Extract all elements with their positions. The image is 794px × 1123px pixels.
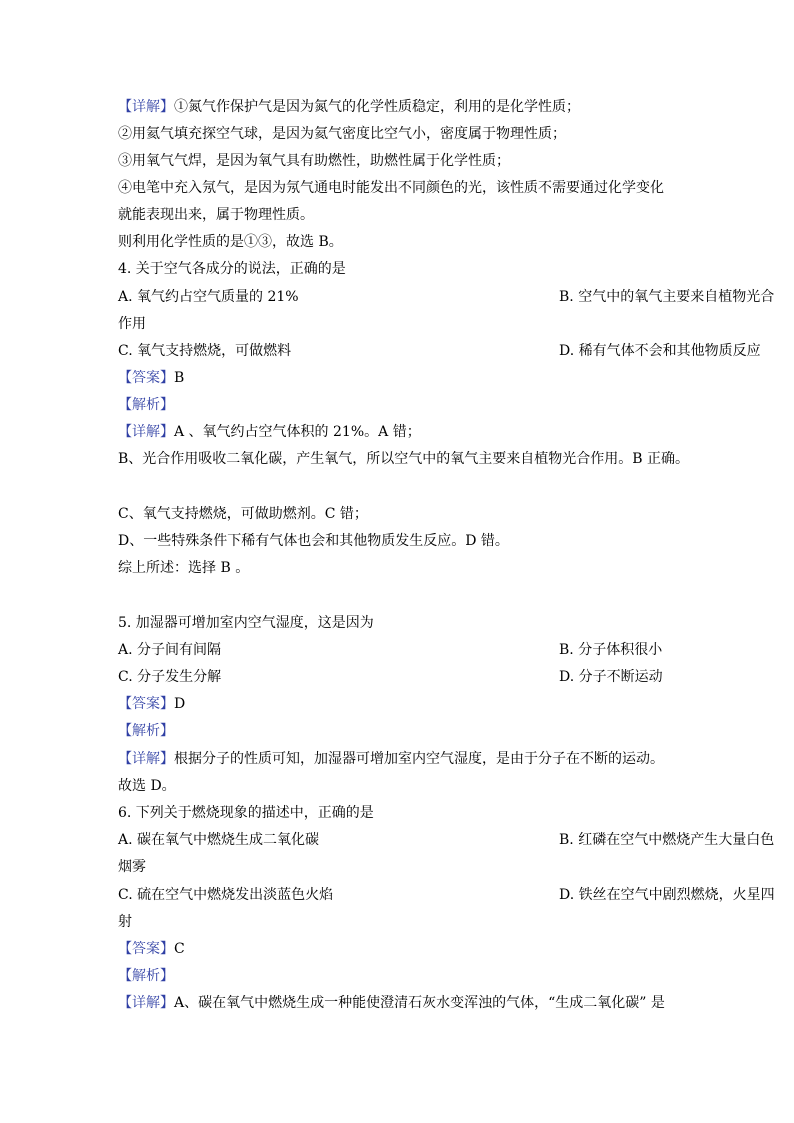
detail-line: ②用氦气填充探空气球，是因为氦气密度比空气小，密度属于物理性质； bbox=[118, 126, 566, 142]
analysis-label: 【解析】 bbox=[118, 397, 174, 413]
answer-value: B bbox=[174, 370, 185, 386]
option-row bbox=[118, 886, 775, 904]
detail-line: C、氧气支持燃烧，可做助燃剂。C 错； bbox=[118, 506, 368, 522]
detail-line bbox=[118, 994, 678, 1012]
answer-tag: 【答案】 bbox=[118, 941, 174, 957]
option-a: A. 分子间有间隔 bbox=[118, 642, 222, 658]
analysis-label: 【解析】 bbox=[118, 723, 174, 739]
option-row bbox=[118, 288, 775, 306]
option-c: C. 硫在空气中燃烧发出淡蓝色火焰 bbox=[118, 887, 334, 903]
detail-line: ③用氧气气焊，是因为氧气具有助燃性，助燃性属于化学性质； bbox=[118, 153, 510, 169]
option-c: C. 分子发生分解 bbox=[118, 669, 222, 685]
detail-line bbox=[118, 98, 678, 116]
detail-text: ①氮气作保护气是因为氮气的化学性质稳定，利用的是化学性质； bbox=[174, 99, 580, 115]
option-b-continued: 作用 bbox=[118, 316, 146, 332]
question-stem: 5. 加湿器可增加室内空气湿度，这是因为 bbox=[118, 615, 374, 631]
detail-line: 故选 D。 bbox=[118, 778, 176, 794]
analysis-tag bbox=[118, 722, 678, 740]
answer-line bbox=[118, 369, 678, 387]
detail-line: 就能表现出来，属于物理性质。 bbox=[118, 207, 314, 223]
option-row bbox=[118, 831, 775, 849]
detail-line: 则利用化学性质的是①③，故选 B。 bbox=[118, 234, 343, 250]
option-d: D. 稀有气体不会和其他物质反应 bbox=[559, 343, 761, 359]
analysis-tag bbox=[118, 396, 678, 414]
option-row bbox=[118, 668, 678, 686]
option-c: C. 氧气支持燃烧，可做燃料 bbox=[118, 343, 292, 359]
answer-line bbox=[118, 695, 678, 713]
answer-line bbox=[118, 940, 678, 958]
answer-tag: 【答案】 bbox=[118, 370, 174, 386]
detail-tag: 【详解】 bbox=[118, 995, 174, 1011]
detail-line bbox=[118, 750, 678, 768]
detail-line: B、光合作用吸收二氧化碳，产生氧气，所以空气中的氧气主要来自植物光合作用。B 正确。 bbox=[118, 451, 690, 467]
option-a: A. 氧气约占空气质量的 21% bbox=[118, 289, 299, 305]
detail-line: ④电笔中充入氖气，是因为氖气通电时能发出不同颜色的光，该性质不需要通过化学变化 bbox=[118, 180, 664, 196]
analysis-label: 【解析】 bbox=[118, 968, 174, 984]
analysis-tag bbox=[118, 967, 678, 985]
detail-text: A 、氧气约占空气体积的 21%。A 错； bbox=[174, 424, 421, 440]
answer-value: D bbox=[174, 696, 186, 712]
option-b-continued: 烟雾 bbox=[118, 859, 146, 875]
option-b: B. 空气中的氧气主要来自植物光合 bbox=[559, 289, 775, 305]
option-row bbox=[118, 641, 678, 659]
detail-tag: 【详解】 bbox=[118, 99, 174, 115]
option-a: A. 碳在氧气中燃烧生成二氧化碳 bbox=[118, 832, 320, 848]
question-stem: 6. 下列关于燃烧现象的描述中，正确的是 bbox=[118, 805, 374, 821]
detail-line: D、一些特殊条件下稀有气体也会和其他物质发生反应。D 错。 bbox=[118, 533, 509, 549]
detail-tag: 【详解】 bbox=[118, 424, 174, 440]
option-d: D. 铁丝在空气中剧烈燃烧，火星四 bbox=[559, 887, 775, 903]
option-b: B. 分子体积很小 bbox=[559, 642, 663, 658]
answer-value: C bbox=[174, 941, 185, 957]
question-stem: 4. 关于空气各成分的说法，正确的是 bbox=[118, 261, 346, 277]
detail-text: A、碳在氧气中燃烧生成一种能使澄清石灰水变浑浊的气体，“生成二氧化碳” 是 bbox=[174, 995, 665, 1011]
detail-tag: 【详解】 bbox=[118, 751, 174, 767]
option-row bbox=[118, 342, 761, 360]
option-b: B. 红磷在空气中燃烧产生大量白色 bbox=[559, 832, 775, 848]
detail-line bbox=[118, 423, 678, 441]
option-d: D. 分子不断运动 bbox=[559, 669, 663, 685]
answer-tag: 【答案】 bbox=[118, 696, 174, 712]
option-d-continued: 射 bbox=[118, 914, 132, 930]
detail-line: 综上所述：选择 B 。 bbox=[118, 560, 250, 576]
detail-text: 根据分子的性质可知，加湿器可增加室内空气湿度，是由于分子在不断的运动。 bbox=[174, 751, 664, 767]
